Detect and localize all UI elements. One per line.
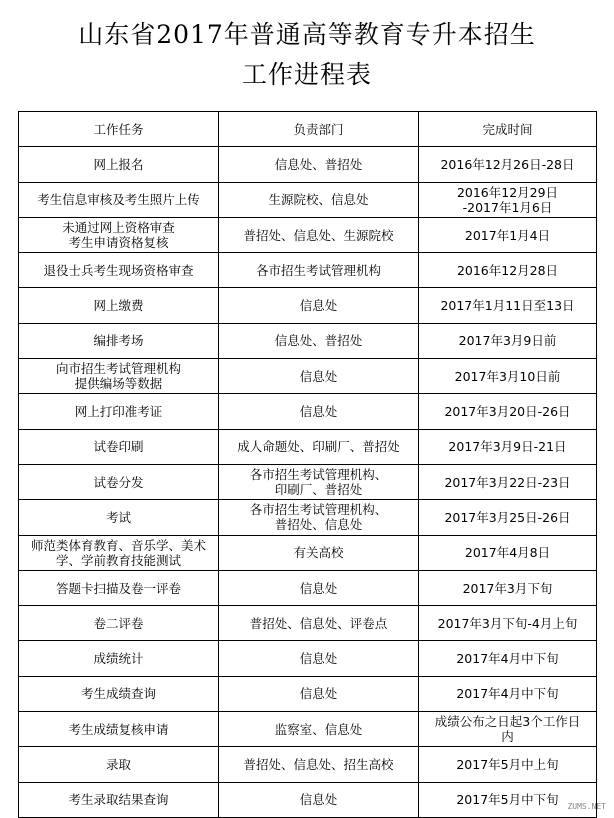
task-cell: 卷二评卷 (19, 606, 219, 641)
header-department: 负责部门 (219, 112, 419, 147)
time-cell: 2016年12月28日 (419, 253, 597, 288)
table-row (19, 182, 597, 217)
header-completion-time: 完成时间 (419, 112, 597, 147)
table-row (19, 253, 597, 288)
time-cell: 2017年3月9日-21日 (419, 429, 597, 464)
department-cell: 信息处 (219, 288, 419, 323)
table-row (19, 429, 597, 464)
task-cell: 考生成绩查询 (19, 676, 219, 711)
department-cell: 信息处 (219, 641, 419, 676)
table-row (19, 676, 597, 711)
time-cell: 2017年5月中下旬 (419, 782, 597, 817)
document-title-line-1: 山东省2017年普通高等教育专升本招生 (78, 20, 536, 49)
time-cell: 2017年1月4日 (419, 217, 597, 252)
time-cell: 2017年4月中下旬 (419, 676, 597, 711)
department-cell: 各市招生考试管理机构、 普招处、信息处 (219, 500, 419, 535)
task-cell: 考生录取结果查询 (19, 782, 219, 817)
time-cell: 2017年4月8日 (419, 535, 597, 570)
task-cell: 未通过网上资格审查 考生申请资格复核 (19, 217, 219, 252)
time-cell: 2017年3月25日-26日 (419, 500, 597, 535)
task-cell: 编排考场 (19, 323, 219, 358)
task-cell: 答题卡扫描及卷一评卷 (19, 570, 219, 605)
department-cell: 普招处、信息处、评卷点 (219, 606, 419, 641)
task-cell: 师范类体育教育、音乐学、美术 学、学前教育技能测试 (19, 535, 219, 570)
department-cell: 信息处 (219, 570, 419, 605)
department-cell: 各市招生考试管理机构 (219, 253, 419, 288)
table-row (19, 394, 597, 429)
document-title-line-2: 工作进程表 (241, 60, 372, 89)
table-row (19, 747, 597, 782)
task-cell: 网上打印准考证 (19, 394, 219, 429)
department-cell: 生源院校、信息处 (219, 182, 419, 217)
time-cell: 2017年5月中上旬 (419, 747, 597, 782)
time-cell: 2017年3月9日前 (419, 323, 597, 358)
department-cell: 普招处、信息处、招生高校 (219, 747, 419, 782)
task-cell: 网上缴费 (19, 288, 219, 323)
table-row (19, 641, 597, 676)
task-cell: 考生成绩复核申请 (19, 712, 219, 747)
department-cell: 信息处 (219, 676, 419, 711)
department-cell: 普招处、信息处、生源院校 (219, 217, 419, 252)
department-cell: 信息处、普招处 (219, 147, 419, 182)
table-row (19, 606, 597, 641)
time-cell: 2016年12月26日-28日 (419, 147, 597, 182)
task-cell: 考生信息审核及考生照片上传 (19, 182, 219, 217)
time-cell: 2017年3月22日-23日 (419, 464, 597, 499)
time-cell: 2017年4月中下旬 (419, 641, 597, 676)
task-cell: 录取 (19, 747, 219, 782)
table-row (19, 712, 597, 747)
department-cell: 监察室、信息处 (219, 712, 419, 747)
table-row (19, 500, 597, 535)
task-cell: 考试 (19, 500, 219, 535)
time-cell: 2017年3月下旬 (419, 570, 597, 605)
department-cell: 信息处 (219, 359, 419, 394)
task-cell: 向市招生考试管理机构 提供编场等数据 (19, 359, 219, 394)
table-row (19, 464, 597, 499)
table-row (19, 288, 597, 323)
time-cell: 2017年1月11日至13日 (419, 288, 597, 323)
department-cell: 信息处 (219, 782, 419, 817)
table-header-row (19, 112, 597, 147)
task-cell: 试卷分发 (19, 464, 219, 499)
table-row (19, 535, 597, 570)
time-cell: 2016年12月29日 -2017年1月6日 (419, 182, 597, 217)
watermark: ZUMS.NET (567, 802, 606, 811)
table-row (19, 359, 597, 394)
department-cell: 成人命题处、印刷厂、普招处 (219, 429, 419, 464)
table-row (19, 570, 597, 605)
time-cell: 2017年3月20日-26日 (419, 394, 597, 429)
task-cell: 退役士兵考生现场资格审查 (19, 253, 219, 288)
task-cell: 网上报名 (19, 147, 219, 182)
department-cell: 信息处 (219, 394, 419, 429)
department-cell: 信息处、普招处 (219, 323, 419, 358)
task-cell: 试卷印刷 (19, 429, 219, 464)
time-cell: 2017年3月下旬-4月上旬 (419, 606, 597, 641)
table-row (19, 782, 597, 817)
header-task: 工作任务 (19, 112, 219, 147)
table-body (19, 147, 597, 818)
time-cell: 2017年3月10日前 (419, 359, 597, 394)
department-cell: 各市招生考试管理机构、 印刷厂、普招处 (219, 464, 419, 499)
table-row (19, 217, 597, 252)
table-row (19, 323, 597, 358)
time-cell: 成绩公布之日起3个工作日 内 (419, 712, 597, 747)
table-row (19, 147, 597, 182)
schedule-table (18, 111, 597, 818)
department-cell: 有关高校 (219, 535, 419, 570)
task-cell: 成绩统计 (19, 641, 219, 676)
